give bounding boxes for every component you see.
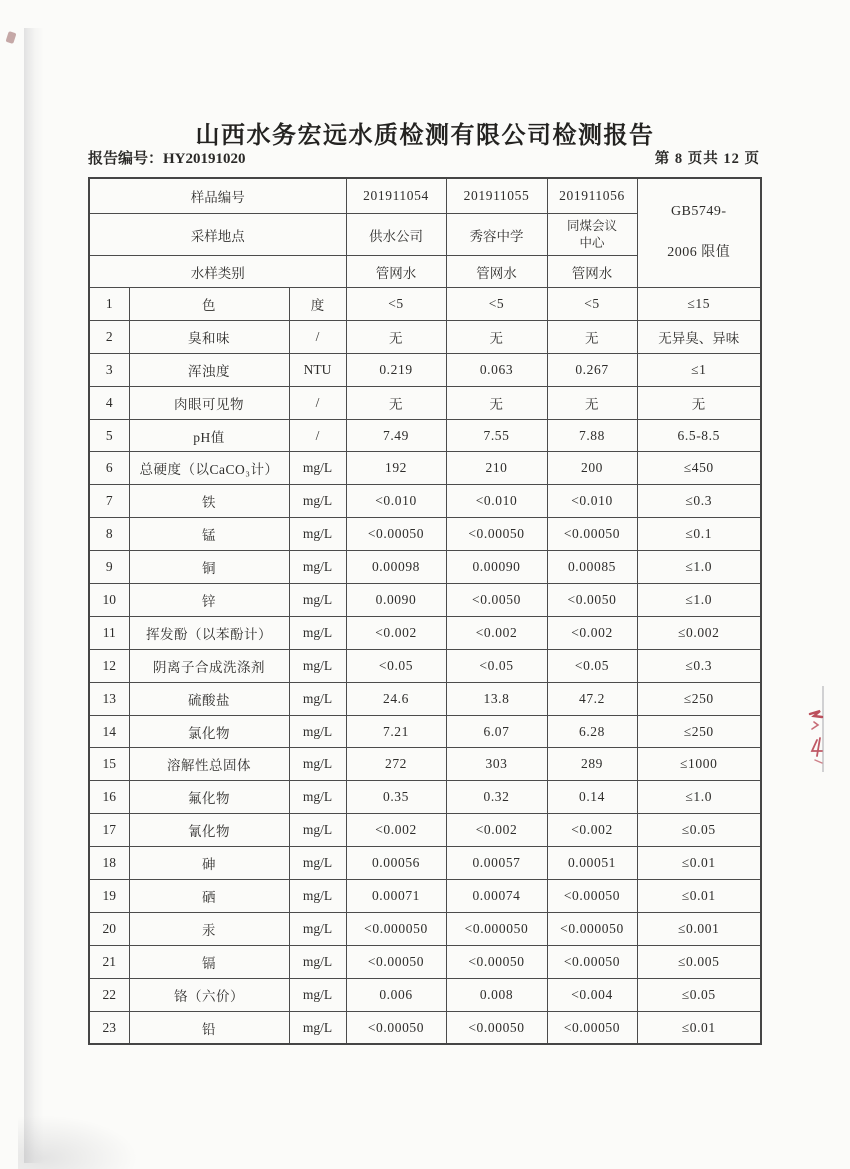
sample-1-value-cell: <0.000050	[346, 912, 446, 945]
limit-value-cell: ≤0.3	[637, 649, 761, 682]
sample-3-value-cell: <0.00050	[547, 518, 637, 551]
row-number-cell: 5	[89, 419, 129, 452]
unit-cell: /	[289, 419, 346, 452]
row-number-cell: 17	[89, 814, 129, 847]
report-meta-row	[88, 147, 760, 168]
sample-1-type-cell: 管网水	[346, 256, 446, 288]
header-row-sample-id	[89, 178, 761, 214]
sample-3-value-cell: <0.00050	[547, 1011, 637, 1044]
row-number-cell: 14	[89, 715, 129, 748]
table-row	[89, 485, 761, 518]
parameter-name-cell: 锌	[129, 584, 289, 617]
limit-value-cell: ≤0.005	[637, 945, 761, 978]
limit-value-cell: ≤0.001	[637, 912, 761, 945]
scanner-shadow-left	[24, 28, 44, 1163]
sample-1-value-cell: 无	[346, 386, 446, 419]
sample-2-value-cell: <0.00050	[446, 518, 547, 551]
table-row	[89, 880, 761, 913]
results-table-header	[89, 178, 761, 288]
row-number-cell: 8	[89, 518, 129, 551]
table-row	[89, 912, 761, 945]
parameter-name-cell: 铜	[129, 551, 289, 584]
limit-value-cell: ≤0.05	[637, 814, 761, 847]
limit-value-cell: ≤250	[637, 682, 761, 715]
water-type-label-cell: 水样类别	[89, 256, 346, 288]
row-number-cell: 6	[89, 452, 129, 485]
table-row	[89, 978, 761, 1011]
unit-cell: mg/L	[289, 781, 346, 814]
limit-value-cell: ≤0.01	[637, 880, 761, 913]
sample-id-label-cell: 样品编号	[89, 178, 346, 214]
unit-cell: mg/L	[289, 682, 346, 715]
limit-value-cell: ≤0.01	[637, 1011, 761, 1044]
sample-3-value-cell: <0.004	[547, 978, 637, 1011]
limit-value-cell: ≤250	[637, 715, 761, 748]
sample-1-value-cell: 0.00071	[346, 880, 446, 913]
unit-cell: mg/L	[289, 1011, 346, 1044]
row-number-cell: 9	[89, 551, 129, 584]
report-number	[88, 147, 246, 168]
unit-cell: mg/L	[289, 518, 346, 551]
unit-cell: mg/L	[289, 880, 346, 913]
sample-3-value-cell: <0.002	[547, 616, 637, 649]
sample-1-value-cell: 272	[346, 748, 446, 781]
parameter-name-cell: 硫酸盐	[129, 682, 289, 715]
limit-header-line2: 2006 限值	[667, 245, 731, 260]
table-row	[89, 781, 761, 814]
sample-1-value-cell: <0.00050	[346, 1011, 446, 1044]
sample-1-value-cell: 192	[346, 452, 446, 485]
parameter-name-cell: 溶解性总固体	[129, 748, 289, 781]
sample-3-value-cell: <0.0050	[547, 584, 637, 617]
sample-3-value-cell: <0.002	[547, 814, 637, 847]
sample-1-value-cell: <0.00050	[346, 945, 446, 978]
sample-1-value-cell: 0.219	[346, 353, 446, 386]
sample-2-value-cell: 0.063	[446, 353, 547, 386]
sample-3-value-cell: <0.010	[547, 485, 637, 518]
sample-3-value-cell: <0.05	[547, 649, 637, 682]
row-number-cell: 19	[89, 880, 129, 913]
table-row	[89, 386, 761, 419]
sample-3-value-cell: 200	[547, 452, 637, 485]
parameter-name-cell: 阴离子合成洗涤剂	[129, 649, 289, 682]
sample-1-value-cell: 7.21	[346, 715, 446, 748]
sample-3-value-cell: 0.00085	[547, 551, 637, 584]
row-number-cell: 16	[89, 781, 129, 814]
limit-value-cell: ≤1	[637, 353, 761, 386]
table-row	[89, 748, 761, 781]
table-row	[89, 551, 761, 584]
parameter-name-cell: 肉眼可见物	[129, 386, 289, 419]
limit-header-line1: GB5749-	[670, 204, 727, 220]
sample-3-value-cell: <0.00050	[547, 880, 637, 913]
table-row	[89, 419, 761, 452]
table-row	[89, 452, 761, 485]
sample-3-value-cell: 6.28	[547, 715, 637, 748]
table-row	[89, 847, 761, 880]
parameter-name-cell: 镉	[129, 945, 289, 978]
sample-3-id-cell: 201911056	[547, 178, 637, 214]
row-number-cell: 21	[89, 945, 129, 978]
sample-2-value-cell: 无	[446, 320, 547, 353]
report-title: 山西水务宏远水质检测有限公司检测报告	[195, 122, 655, 150]
sample-1-value-cell: 0.006	[346, 978, 446, 1011]
parameter-name-cell: 总硬度（以CaCO₃计）	[129, 452, 289, 485]
page-indicator: 第 8 页共 12 页	[654, 151, 760, 167]
limit-value-cell: ≤1.0	[637, 551, 761, 584]
row-number-cell: 20	[89, 912, 129, 945]
sample-2-value-cell: 303	[446, 748, 547, 781]
sample-1-value-cell: <0.010	[346, 485, 446, 518]
sample-1-value-cell: 无	[346, 320, 446, 353]
limit-value-cell: ≤1.0	[637, 781, 761, 814]
row-number-cell: 11	[89, 616, 129, 649]
unit-cell: /	[289, 386, 346, 419]
row-number-cell: 4	[89, 386, 129, 419]
red-ink-mark	[800, 706, 836, 768]
parameter-name-cell: 氰化物	[129, 814, 289, 847]
scanner-smudge-bottom	[18, 1115, 138, 1169]
sample-1-value-cell: 0.00056	[346, 847, 446, 880]
table-row	[89, 1011, 761, 1044]
report-number-label: 报告编号：	[88, 151, 164, 167]
table-row	[89, 288, 761, 321]
sample-2-value-cell: <0.000050	[446, 912, 547, 945]
sample-1-value-cell: 0.35	[346, 781, 446, 814]
sample-2-value-cell: <0.002	[446, 616, 547, 649]
sample-3-value-cell: <5	[547, 288, 637, 321]
unit-cell: NTU	[289, 353, 346, 386]
unit-cell: mg/L	[289, 945, 346, 978]
row-number-cell: 7	[89, 485, 129, 518]
sample-2-value-cell: 0.00090	[446, 551, 547, 584]
sample-3-value-cell: 无	[547, 320, 637, 353]
sample-1-value-cell: 0.0090	[346, 584, 446, 617]
table-row	[89, 518, 761, 551]
results-table	[88, 177, 762, 1045]
sample-2-value-cell: 0.008	[446, 978, 547, 1011]
parameter-name-cell: 砷	[129, 847, 289, 880]
sample-1-value-cell: 7.49	[346, 419, 446, 452]
sample-3-value-cell: 0.267	[547, 353, 637, 386]
parameter-name-cell: 铁	[129, 485, 289, 518]
unit-cell: mg/L	[289, 551, 346, 584]
table-row	[89, 320, 761, 353]
limit-value-cell: ≤450	[637, 452, 761, 485]
row-number-cell: 23	[89, 1011, 129, 1044]
row-number-cell: 12	[89, 649, 129, 682]
sample-3-value-cell: 289	[547, 748, 637, 781]
sample-3-location-cell: 同煤会议中心	[547, 214, 637, 256]
limit-value-cell: 无异臭、异味	[637, 320, 761, 353]
parameter-name-cell: pH值	[129, 419, 289, 452]
parameter-name-cell: 氯化物	[129, 715, 289, 748]
table-row	[89, 616, 761, 649]
row-number-cell: 13	[89, 682, 129, 715]
sample-1-value-cell: 24.6	[346, 682, 446, 715]
sample-2-value-cell: 0.32	[446, 781, 547, 814]
sample-2-type-cell: 管网水	[446, 256, 547, 288]
sample-3-value-cell: <0.00050	[547, 945, 637, 978]
unit-cell: mg/L	[289, 748, 346, 781]
limit-value-cell: ≤0.01	[637, 847, 761, 880]
row-number-cell: 2	[89, 320, 129, 353]
limit-value-cell: ≤15	[637, 288, 761, 321]
parameter-name-cell: 锰	[129, 518, 289, 551]
sample-3-value-cell: 0.14	[547, 781, 637, 814]
sample-1-id-cell: 201911054	[346, 178, 446, 214]
parameter-name-cell: 氟化物	[129, 781, 289, 814]
table-row	[89, 945, 761, 978]
results-table-body	[89, 288, 761, 1045]
limit-value-cell: 6.5-8.5	[637, 419, 761, 452]
limit-value-cell: ≤0.3	[637, 485, 761, 518]
sample-3-value-cell: 0.00051	[547, 847, 637, 880]
sample-2-value-cell: 210	[446, 452, 547, 485]
parameter-name-cell: 汞	[129, 912, 289, 945]
sample-2-value-cell: <0.0050	[446, 584, 547, 617]
sample-2-value-cell: <0.010	[446, 485, 547, 518]
parameter-name-cell: 硒	[129, 880, 289, 913]
sample-2-value-cell: 无	[446, 386, 547, 419]
unit-cell: mg/L	[289, 616, 346, 649]
sample-2-value-cell: 7.55	[446, 419, 547, 452]
table-row	[89, 584, 761, 617]
table-row	[89, 682, 761, 715]
limit-value-cell: ≤1.0	[637, 584, 761, 617]
limit-value-cell: ≤0.002	[637, 616, 761, 649]
limit-value-cell: ≤0.05	[637, 978, 761, 1011]
sample-1-value-cell: 0.00098	[346, 551, 446, 584]
row-number-cell: 18	[89, 847, 129, 880]
unit-cell: mg/L	[289, 847, 346, 880]
unit-cell: mg/L	[289, 452, 346, 485]
red-speck-mark	[5, 31, 16, 44]
sample-3-value-cell: <0.000050	[547, 912, 637, 945]
sample-2-value-cell: 0.00074	[446, 880, 547, 913]
sample-1-value-cell: <0.00050	[346, 518, 446, 551]
parameter-name-cell: 臭和味	[129, 320, 289, 353]
unit-cell: 度	[289, 288, 346, 321]
sample-3-type-cell: 管网水	[547, 256, 637, 288]
table-row	[89, 353, 761, 386]
sample-1-value-cell: <0.002	[346, 814, 446, 847]
parameter-name-cell: 色	[129, 288, 289, 321]
sample-1-value-cell: <0.002	[346, 616, 446, 649]
limit-header-cell	[637, 178, 761, 288]
sample-2-value-cell: <0.00050	[446, 1011, 547, 1044]
row-number-cell: 10	[89, 584, 129, 617]
row-number-cell: 1	[89, 288, 129, 321]
sample-2-value-cell: <0.05	[446, 649, 547, 682]
sample-3-value-cell: 无	[547, 386, 637, 419]
limit-value-cell: ≤1000	[637, 748, 761, 781]
parameter-name-cell: 铬（六价）	[129, 978, 289, 1011]
sample-2-value-cell: <0.00050	[446, 945, 547, 978]
limit-value-cell: ≤0.1	[637, 518, 761, 551]
sample-2-value-cell: 6.07	[446, 715, 547, 748]
unit-cell: mg/L	[289, 715, 346, 748]
sample-2-value-cell: <0.002	[446, 814, 547, 847]
parameter-name-cell: 铅	[129, 1011, 289, 1044]
sample-2-id-cell: 201911055	[446, 178, 547, 214]
report-number-value: HY20191020	[163, 151, 246, 167]
sample-1-value-cell: <0.05	[346, 649, 446, 682]
unit-cell: mg/L	[289, 978, 346, 1011]
table-row	[89, 649, 761, 682]
location-label-cell: 采样地点	[89, 214, 346, 256]
table-row	[89, 814, 761, 847]
unit-cell: /	[289, 320, 346, 353]
unit-cell: mg/L	[289, 649, 346, 682]
unit-cell: mg/L	[289, 584, 346, 617]
parameter-name-cell: 浑浊度	[129, 353, 289, 386]
row-number-cell: 22	[89, 978, 129, 1011]
sample-2-location-cell: 秀容中学	[446, 214, 547, 256]
sample-2-value-cell: <5	[446, 288, 547, 321]
sample-3-value-cell: 47.2	[547, 682, 637, 715]
table-row	[89, 715, 761, 748]
row-number-cell: 15	[89, 748, 129, 781]
sample-2-value-cell: 0.00057	[446, 847, 547, 880]
limit-value-cell: 无	[637, 386, 761, 419]
sample-1-location-cell: 供水公司	[346, 214, 446, 256]
unit-cell: mg/L	[289, 485, 346, 518]
row-number-cell: 3	[89, 353, 129, 386]
sample-3-value-cell: 7.88	[547, 419, 637, 452]
sample-1-value-cell: <5	[346, 288, 446, 321]
unit-cell: mg/L	[289, 912, 346, 945]
parameter-name-cell: 挥发酚（以苯酚计）	[129, 616, 289, 649]
unit-cell: mg/L	[289, 814, 346, 847]
sample-2-value-cell: 13.8	[446, 682, 547, 715]
